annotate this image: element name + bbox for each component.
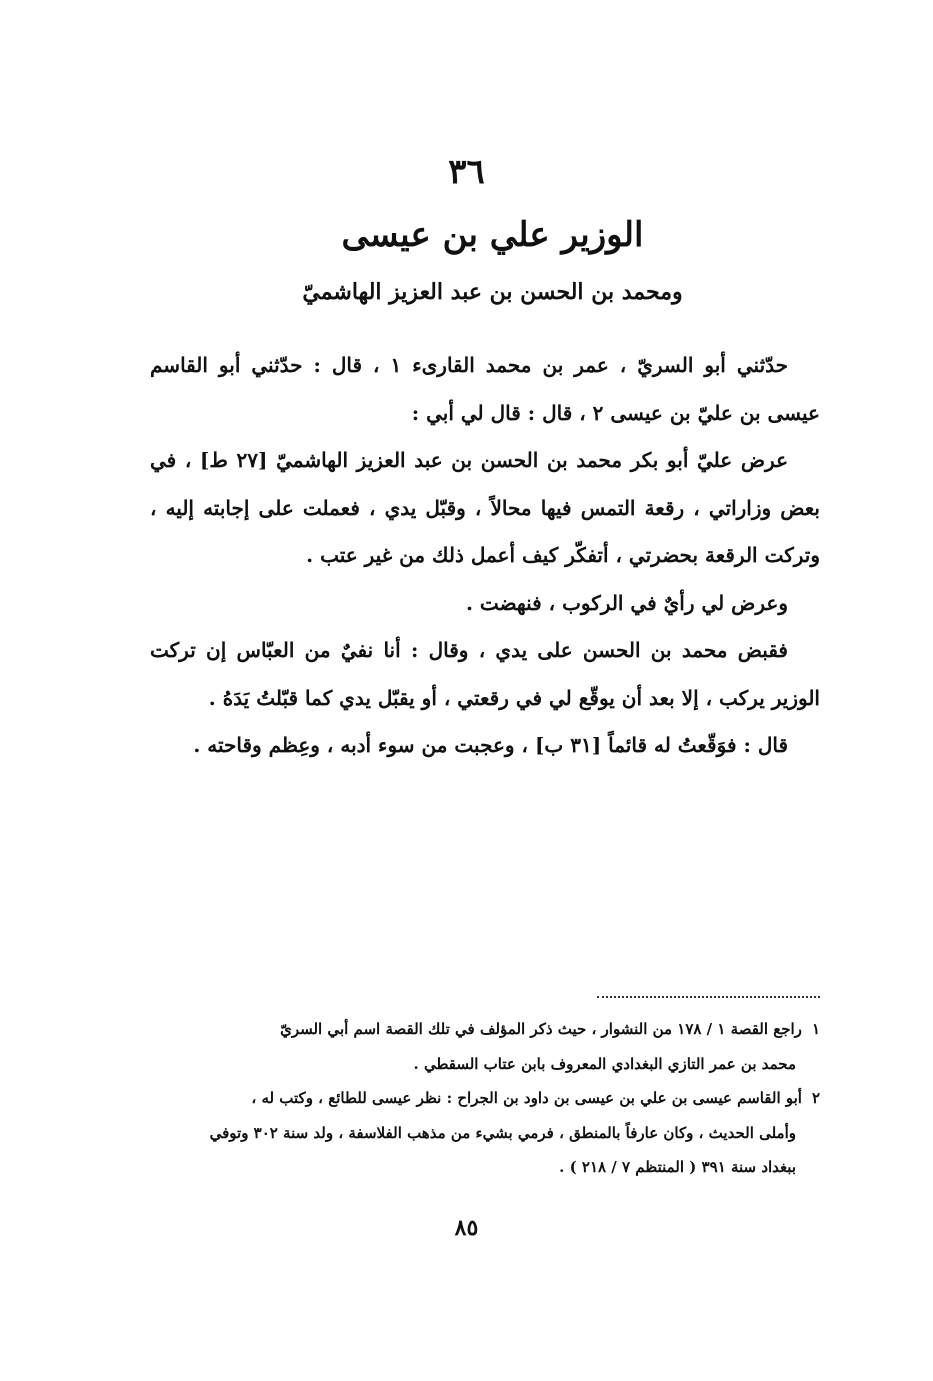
- footnote-mark: ١: [811, 1020, 820, 1038]
- paragraph: قال : فوَقّعتُ له قائماً [٣١ ب] ، وعجبت من سوء أدبه ، وعِظم وقاحته .: [193, 733, 788, 757]
- footnotes: [150, 1012, 820, 1185]
- footnote-mark: ٢: [811, 1089, 820, 1107]
- paragraph: حدّثني أبو السريّ ، عمر بن محمد القارىء ١ ، قال : حدّثني أبو القاسم عيسى بن عليّ بن عيسى ٢ ، قال : قال لي أبي :: [150, 353, 820, 425]
- footnote-divider: [597, 996, 820, 998]
- page-number: ٨٥: [454, 1215, 479, 1241]
- footnote-text: أبو القاسم عيسى بن علي بن عيسى بن داود بن الجراح : نظر عيسى للطائع ، وكتب له ،: [251, 1089, 802, 1107]
- paragraph: عرض عليّ أبو بكر محمد بن الحسن بن عبد العزيز الهاشميّ [٢٧ ط] ، في بعض وزاراتي ، رقعة التمس فيها محالاً ، وقبّل يدي ، فعملت على إجابته إليه ، وتركت الرقعة بحضرتي ، أتفكّر كيف أعمل ذلك من غير عتب .: [150, 448, 820, 567]
- footnote-line: وأملى الحديث ، وكان عارفاً بالمنطق ، فرمي بشيء من مذهب الفلاسفة ، ولد سنة ٣٠٢ وتوفي: [209, 1123, 796, 1142]
- chapter-title: الوزير علي بن عيسى: [341, 215, 644, 255]
- chapter-number: ٣٦: [448, 152, 485, 192]
- footnote-line: محمد بن عمر التازي البغدادي المعروف بابن عتاب السقطي .: [413, 1054, 796, 1073]
- paragraph: وعرض لي رأيٌ في الركوب ، فنهضت .: [466, 590, 788, 615]
- story-body: [150, 342, 820, 770]
- footnote-line: ببغداد سنة ٣٩١ ( المنتظم ٧ / ٢١٨ ) .: [559, 1158, 796, 1176]
- paragraph: فقبض محمد بن الحسن على يدي ، وقال : أنا نفيٌ من العبّاس إن تركت الوزير يركب ، إلا بعد أن يوقّع لي في رقعتي ، أو يقبّل يدي كما قبّلتُ يَدَهُ .: [150, 638, 820, 710]
- footnote-line: [150, 1081, 820, 1116]
- chapter-subtitle: ومحمد بن الحسن بن عبد العزيز الهاشميّ: [302, 279, 683, 305]
- footnote-text: راجع القصة ١ / ١٧٨ من النشوار ، حيث ذكر المؤلف في تلك القصة اسم أبي السريّ: [280, 1020, 802, 1038]
- footnote-line: [150, 1012, 820, 1047]
